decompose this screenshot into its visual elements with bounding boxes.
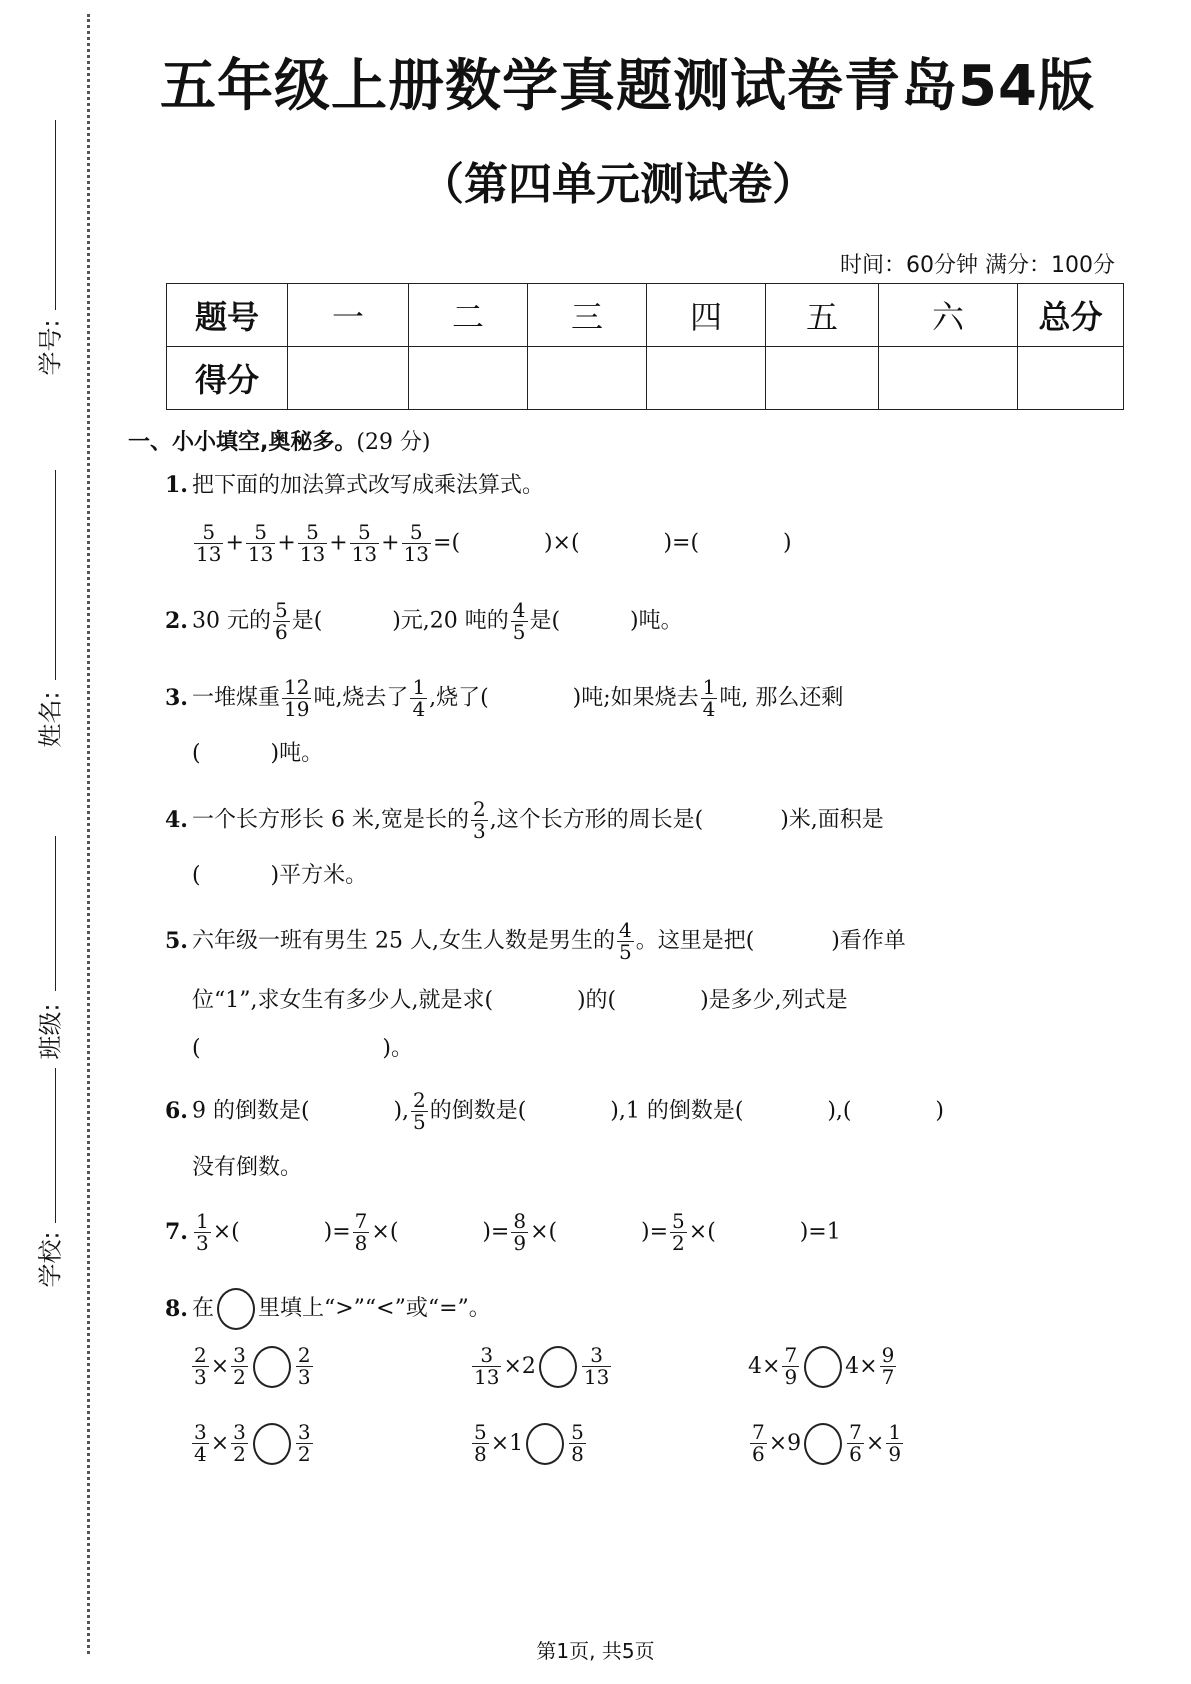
score-table-score-row xyxy=(167,347,1124,410)
fraction: $\frac{5}{13}$ xyxy=(351,520,378,566)
score-cell[interactable] xyxy=(409,347,528,410)
score-cell[interactable] xyxy=(879,347,1018,410)
column-header-total: 总分 xyxy=(1018,284,1124,347)
question-5-line3[interactable]: ( )。 xyxy=(192,1036,413,1061)
column-header: 四 xyxy=(647,284,766,347)
fraction: $\frac{12}{19}$ xyxy=(283,675,310,721)
question-6 xyxy=(165,1090,944,1133)
compare-circle[interactable] xyxy=(253,1423,291,1465)
question-3 xyxy=(165,677,843,720)
question-text: 在 xyxy=(191,1296,214,1321)
question-3-line2[interactable]: ( )吨。 xyxy=(192,741,324,766)
fraction: $\frac{5}{13}$ xyxy=(247,520,274,566)
school-label: 学校: xyxy=(36,1231,65,1288)
question-7 xyxy=(165,1211,841,1254)
question-number: 8. xyxy=(165,1296,188,1322)
question-text: 一堆煤重 xyxy=(191,685,280,711)
question-1 xyxy=(165,474,544,497)
question-4 xyxy=(165,799,884,842)
name-label: 姓名: xyxy=(36,691,65,748)
column-header: 六 xyxy=(879,284,1018,347)
circle-icon xyxy=(217,1288,255,1330)
fraction: $\frac{1}{4}$ xyxy=(412,675,426,721)
exam-meta: 时间：60分钟 满分：100分 xyxy=(840,253,1115,278)
question-text: 里填上“>”“<”或“=”。 xyxy=(257,1296,491,1321)
question-5 xyxy=(165,920,906,963)
question-text[interactable]: 9 的倒数是( ), xyxy=(191,1098,410,1124)
fraction: $\frac{5}{13}$ xyxy=(299,520,326,566)
question-number: 6. xyxy=(165,1097,188,1124)
question-number: 3. xyxy=(165,684,188,711)
comparison-item: $\frac{5}{8}$ ×1 $\frac{5}{8}$ xyxy=(474,1420,584,1466)
comparison-item: $\frac{2}{3}$ × $\frac{3}{2}$ $\frac{2}{3}$ xyxy=(194,1343,311,1389)
column-header: 三 xyxy=(528,284,647,347)
question-number: 2. xyxy=(165,607,188,634)
score-cell[interactable] xyxy=(528,347,647,410)
fraction: $\frac{5}{13}$ xyxy=(403,520,430,566)
fraction: $\frac{5}{6}$ xyxy=(274,598,288,644)
comparison-item: $\frac{7}{6}$ ×9 $\frac{7}{6}$ × $\frac{1}{9}$ xyxy=(752,1420,902,1466)
question-text: 30 元的 xyxy=(191,608,271,634)
column-header: 五 xyxy=(766,284,879,347)
question-text: 把下面的加法算式改写成乘法算式。 xyxy=(191,473,544,498)
question-number: 7. xyxy=(165,1218,188,1245)
answer-blank[interactable]: ×( )= xyxy=(371,1219,510,1245)
column-header: 一 xyxy=(288,284,409,347)
row-header-label: 题号 xyxy=(167,284,288,347)
question-text: 一个长方形长 6 米,宽是长的 xyxy=(191,807,469,833)
compare-circle[interactable] xyxy=(526,1423,564,1465)
score-cell-total[interactable] xyxy=(1018,347,1124,410)
comparison-item: $\frac{3}{13}$ ×2 $\frac{3}{13}$ xyxy=(474,1343,610,1389)
question-5-line2[interactable]: 位“1”,求女生有多少人,就是求( )的( )是多少,列式是 xyxy=(192,988,848,1013)
fraction: $\frac{5}{13}$ xyxy=(196,520,222,566)
question-text[interactable]: 。这里是把( )看作单 xyxy=(635,928,906,954)
score-cell[interactable] xyxy=(647,347,766,410)
answer-blanks[interactable]: =( )×( )=( ) xyxy=(433,530,792,556)
compare-circle[interactable] xyxy=(804,1346,842,1388)
answer-blank[interactable]: ×( )=1 xyxy=(688,1219,841,1245)
school-line[interactable] xyxy=(55,1068,56,1223)
question-text: 吨, 那么还剩 xyxy=(719,685,844,711)
fraction: $\frac{1}{3}$ xyxy=(195,1209,209,1255)
student-id-line[interactable] xyxy=(55,120,56,310)
score-table xyxy=(166,283,1124,410)
fraction: $\frac{4}{5}$ xyxy=(618,918,632,964)
question-text[interactable]: 是( )元,20 吨的 xyxy=(291,608,509,634)
answer-blank[interactable]: ×( )= xyxy=(530,1219,669,1245)
question-2 xyxy=(165,600,683,643)
student-id-label: 学号: xyxy=(36,319,65,376)
compare-circle[interactable] xyxy=(539,1346,577,1388)
fraction: $\frac{1}{4}$ xyxy=(702,675,716,721)
question-number: 4. xyxy=(165,806,188,833)
column-header: 二 xyxy=(409,284,528,347)
fraction: $\frac{2}{5}$ xyxy=(413,1088,426,1134)
name-line[interactable] xyxy=(55,470,56,680)
section-title: 一、小小填空,奥秘多。 xyxy=(128,430,357,455)
question-number: 1. xyxy=(165,472,188,498)
comparison-item: $\frac{3}{4}$ × $\frac{3}{2}$ $\frac{3}{2}$ xyxy=(194,1420,311,1466)
page-subtitle: （第四单元测试卷） xyxy=(420,159,816,210)
question-text: 吨,烧去了 xyxy=(313,685,409,711)
question-text[interactable]: ,烧了( )吨;如果烧去 xyxy=(429,685,699,711)
score-cell[interactable] xyxy=(766,347,879,410)
section-points: (29 分) xyxy=(356,430,431,455)
comparison-item: 4× $\frac{7}{9}$ 4× $\frac{9}{7}$ xyxy=(748,1343,895,1389)
fraction: $\frac{2}{3}$ xyxy=(472,797,486,843)
compare-circle[interactable] xyxy=(253,1346,291,1388)
question-8 xyxy=(165,1288,491,1330)
question-number: 5. xyxy=(165,927,188,954)
question-text: 六年级一班有男生 25 人,女生人数是男生的 xyxy=(191,928,615,954)
score-table-header-row xyxy=(167,284,1124,347)
score-cell[interactable] xyxy=(288,347,409,410)
page-title: 五年级上册数学真题测试卷青岛54版 xyxy=(160,54,1095,119)
fraction: $\frac{4}{5}$ xyxy=(512,598,526,644)
fraction: $\frac{7}{8}$ xyxy=(354,1209,368,1255)
section-heading xyxy=(128,425,431,456)
class-line[interactable] xyxy=(55,836,56,991)
fraction: $\frac{5}{2}$ xyxy=(672,1209,685,1255)
question-4-line2[interactable]: ( )平方米。 xyxy=(192,863,368,888)
answer-blank[interactable]: ×( )= xyxy=(212,1219,351,1245)
score-row-label: 得分 xyxy=(167,347,288,410)
binding-cut-line xyxy=(87,14,90,1654)
fraction: $\frac{8}{9}$ xyxy=(513,1209,527,1255)
class-label: 班级: xyxy=(36,1003,65,1060)
question-text[interactable]: 是( )吨。 xyxy=(529,608,683,634)
question-6-line2: 没有倒数。 xyxy=(192,1155,303,1180)
question-text[interactable]: 的倒数是( ),1 的倒数是( ),( ) xyxy=(429,1098,945,1124)
question-text[interactable]: ,这个长方形的周长是( )米,面积是 xyxy=(489,807,884,833)
question-1-expression: $\frac{5}{13}$ + $\frac{5}{13}$ + $\frac{5}{13}$ + $\frac{5}{13}$ + $\frac{5}{13}$ =( )×( )=( ) xyxy=(196,520,792,566)
page-footer: 第1页, 共5页 xyxy=(536,1639,655,1663)
compare-circle[interactable] xyxy=(804,1423,842,1465)
